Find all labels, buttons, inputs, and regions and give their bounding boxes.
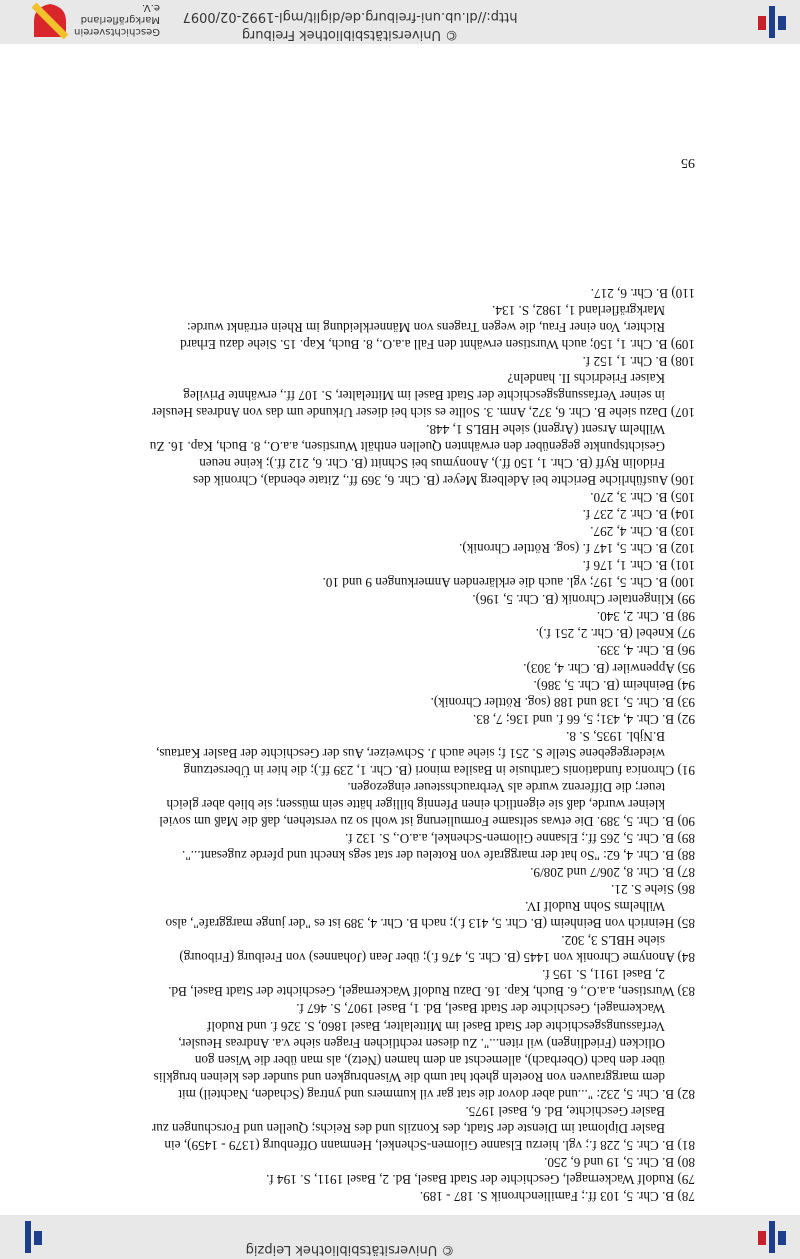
society-crest-icon [30,3,70,39]
endnote: 88) B. Chr. 4, 62: "So hat der marggrafe von Roteleu der stat segs knecht und pferde zugesant...". [182,848,695,864]
endnote-continuation: Otlicken (Friedlingen) wil riten...". Zu diesen rechtlichen Fragen siehe v.a. Andreas Heusler, [178,1035,665,1051]
endnote: 87) B. Chr. 8, 206/7 und 208/9. [530,865,695,881]
endnote-continuation: Kaiser Friedrichs II. handeln? [507,370,665,386]
endnote: 79) Rudolf Wackernagel, Geschichte der Stadt Basel, Bd. 2, Basel 1911, S. 194 f. [266,1171,695,1187]
endnote: 95) Appenwiler (B. Chr. 4, 303). [523,660,695,676]
endnote: 104) B. Chr. 2, 237 f. [582,507,695,523]
endnote-continuation: 2, Basel 1911, S. 195 f. [542,967,665,983]
university-logo-icon-right [10,1219,46,1255]
endnote: 93) B. Chr. 5, 138 und 188 (sog. Röttler Chronik). [430,694,695,710]
endnote: 81) B. Chr. 5, 228 f.; vgl. hierzu Elsanne Gilomen-Schenkel, Henmann Offenburg (1379 - 1459), ein [164,1137,695,1153]
endnote: 80) B. Chr. 5, 19 und 6, 250. [544,1154,695,1170]
endnote: 96) B. Chr. 4, 339. [596,643,695,659]
endnote-continuation: Basler Diplomat im Dienste der Stadt, des Konzils und des Reichs; Quellen und Forschungen zur [151,1120,665,1136]
endnote: 101) B. Chr. 1, 176 f. [582,558,695,574]
footer-library-line: © Universitätsbibliothek Leipzig [245,1242,455,1257]
endnote: 105) B. Chr. 3, 270. [590,490,695,506]
endnote: 103) B. Chr. 4, 297. [590,524,695,540]
university-logo-icon-bottom [754,4,790,40]
endnote: 98) B. Chr. 2, 340. [596,609,695,625]
endnote-continuation: in seiner Verfassungsgeschichte der Stadt Basel im Mittelalter, S. 107 ff., erwähnte Privileg [183,387,665,403]
endnote-continuation: teuer; die Differenz wurde als Verbrauchssteuer eingezogen. [347,779,665,795]
endnote-continuation: B.Njbl. 1935, S. 8. [566,728,665,744]
endnote-continuation: wiedergegebene Stelle S. 251 f; siehe auch J. Schweizer, Aus der Geschichte der Basler Kartaus, [156,745,665,761]
endnote-continuation: über den bach (Oberbach), allemechst an dem hamen (Netz), als man über die Wisen gon [194,1052,665,1068]
endnote: 97) Knebel (B. Chr. 2, 251 f.). [535,626,695,642]
endnote: 85) Heinrich von Beinheim (B. Chr. 5, 413 f.); nach B. Chr. 4, 389 ist es "der junge marggrafe", also [165,916,695,932]
endnote-continuation: Wilhelms Sohn Rudolf IV. [525,899,665,915]
endnote: 110) B. Chr. 6, 217. [590,285,695,301]
endnote-continuation: Wackernagel, Geschichte der Stadt Basel, Bd. 1, Basel 1907, S. 467 f. [296,1001,665,1017]
endnote: 78) B. Chr. 5, 103 ff.; Familienchronik S. 187 - 189. [419,1189,695,1204]
endnote: 108) B. Chr. 1, 152 f. [582,353,695,369]
endnote: 86) Siehe S. 21. [611,882,695,898]
endnotes [105,284,695,1205]
endnote: 89) B. Chr. 5, 265 ff.; Elsanne Gilomen-Schenkel, a.a.O., S. 132 f. [345,831,695,847]
endnote-continuation: siehe HBLS 3, 302. [561,933,665,949]
endnote: 82) B. Chr. 5, 232: "...und aber dovor die stat gar vil kummers und yntrag (Schaden, Nachteil) mit [178,1086,695,1102]
endnote-continuation: dem marggrauven von Roeteln ghebt hat umb die Wisenbrugken und sunder des kleinen brugklis [153,1069,665,1085]
endnote-continuation: Fridolin Ryff (B. Chr. 1, 150 ff.), Anonymus bei Schnitt (B. Chr. 6, 212 ff.); keine neuen [199,455,665,471]
endnote: 106) Ausführliche Berichte bei Adelberg Meyer (B. Chr. 6, 369 ff., Zitate ebenda), Chronik des [193,473,695,489]
endnote: 94) Beinheim (B. Chr. 5, 386). [533,677,695,693]
university-logo-icon [754,1219,790,1255]
library-line: © Universitätsbibliothek Freiburg [241,27,459,42]
endnote-continuation: Markgräflerland 1, 1982, S. 134. [492,302,665,318]
citation-url[interactable]: http://dl.ub.uni-freiburg.de/diglit/mgl-1992-02/0097 [182,9,518,24]
page-number: 95 [681,155,695,170]
endnote-continuation: Wilhelm Arsent (Argent) siehe HBLS 1, 448. [426,421,665,437]
endnote: 92) B. Chr. 4, 431; 5, 66 f. und 136; 7, 83. [473,711,695,727]
header-bar [0,1215,800,1259]
endnote: 107) Dazu siehe B. Chr. 6, 372, Anm. 3. Sollte es sich bei dieser Urkunde um das von Andreas Heusler [151,404,695,420]
endnote-continuation: Richter, Von einer Frau, die wegen Tragens von Männerkleidung im Rhein ertränkt wurde: [186,319,665,335]
endnote: 83) Wurstisen, a.a.O., 6. Buch, Kap. 16. Dazu Rudolf Wackernagel, Geschichte der Stadt Basel, Bd. [168,984,695,1000]
endnote-continuation: Gesichtspunkte gegenüber den erwähnten Quellen enthält Wurstisen, a.a.O., 8. Buch, Kap. 16. Zu [149,438,665,454]
endnote: 100) B. Chr. 5, 197; vgl. auch die erklärenden Anmerkungen 9 und 10. [322,575,695,591]
endnote: 90) B. Chr. 5, 389. Die etwas seltsame Formulierung ist wohl so zu verstehen, daß die Maß um soviel [159,813,695,829]
endnote: 102) B. Chr. 5, 147 f. (sog. Röttler Chronik). [459,541,695,557]
society-name: Geschichtsverein Markgräflerland e.V. [74,2,160,37]
endnote: 109) B. Chr. 1, 150; auch Wurstisen erwähnt den Fall a.a.O., 8. Buch, Kap. 15. Siehe dazu Erhard [180,336,695,352]
endnote: 84) Anonyme Chronik von 1445 (B. Chr. 5, 476 f.); über Jean (Johannes) von Freiburg (Fribourg) [179,950,695,966]
endnote-continuation: kleiner wurde, daß sie eigentlich einen Pfennig billiger hätte sein müssen; sie blieb aber gleich [166,796,665,812]
endnote-continuation: Verfassungsgeschichte der Stadt Basel im Mittelalter, Basel 1860, S. 326 f. und Rudolf [206,1018,665,1034]
endnote-continuation: Basler Geschichte, Bd. 6, Basel 1975. [465,1103,665,1119]
endnote: 99) Klingentaler Chronik (B. Chr. 5, 196). [472,592,695,608]
endnote: 91) Chronica fundationis Carthusie in Basilea minori (B. Chr. 1, 239 ff.); die hier in Übersetzung [183,762,695,778]
